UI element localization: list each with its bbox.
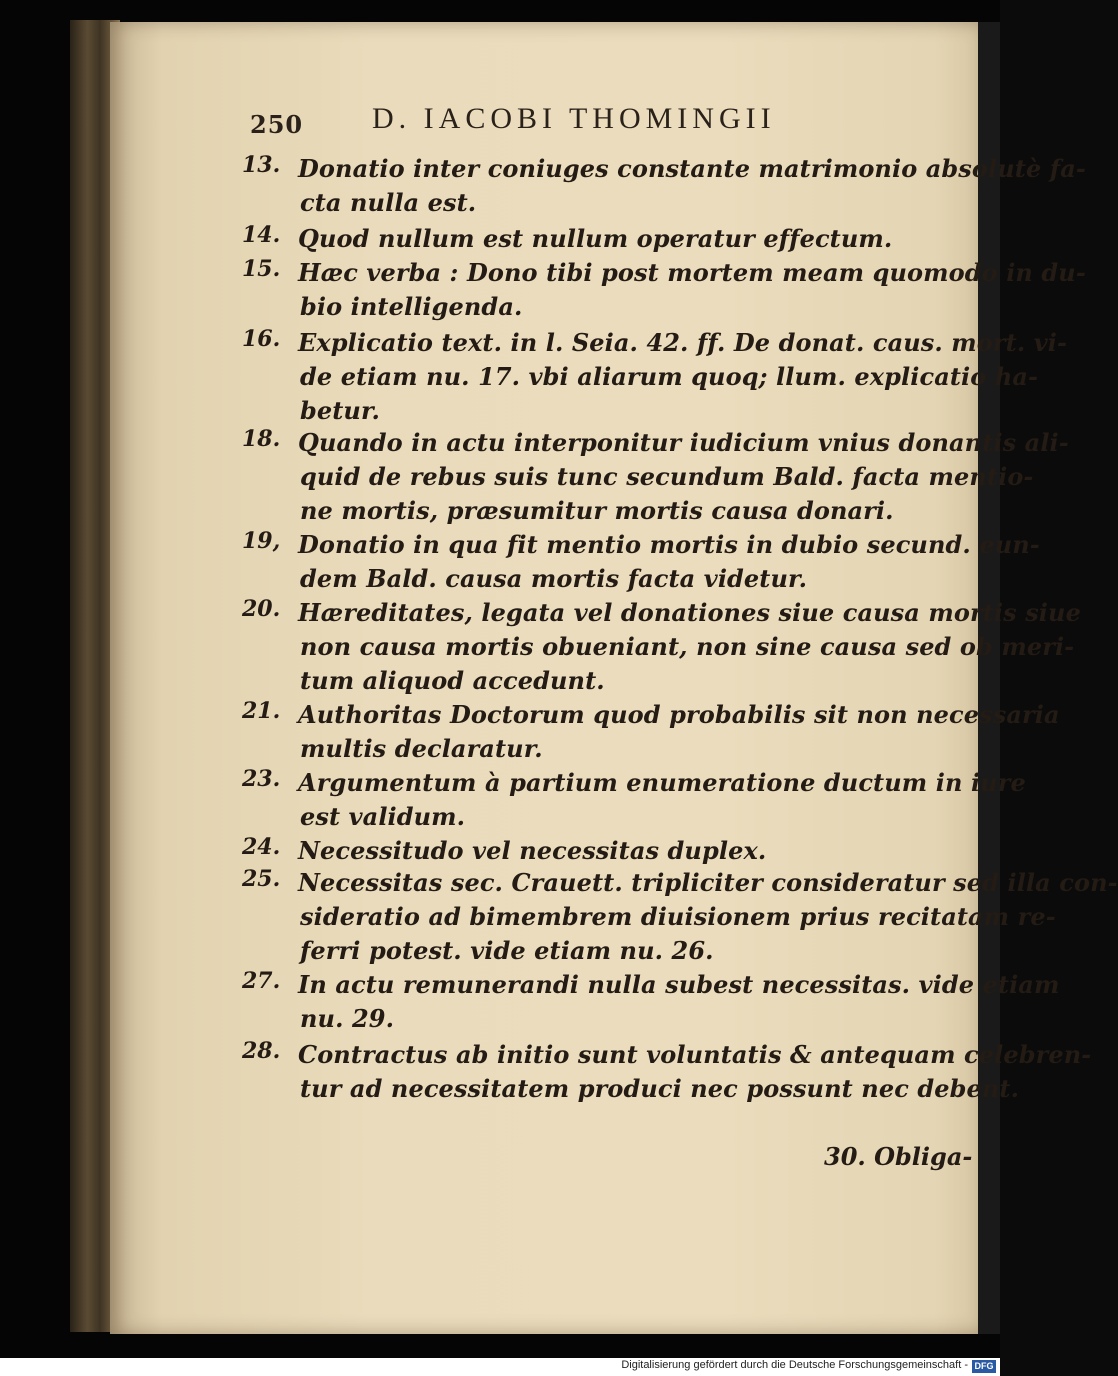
- entry-text: [298, 766, 1026, 834]
- entry-line: Donatio inter coniuges constante matrimonio absolutè fa-: [298, 154, 1086, 183]
- entry-line: Necessitas sec. Crauett. tripliciter consideratur sed illa con-: [298, 868, 1118, 897]
- entry-text: [298, 1038, 1092, 1106]
- entry-number: 20.: [242, 596, 281, 622]
- entry-line: tur ad necessitatem produci nec possunt nec debent.: [300, 1074, 1020, 1103]
- entry-number: 15.: [242, 256, 281, 282]
- entry-number: 23.: [242, 766, 281, 792]
- entry-line: multis declaratur.: [300, 734, 543, 763]
- entry-number: 13.: [242, 152, 281, 178]
- entry-line: Quod nullum est nullum operatur effectum.: [298, 224, 893, 253]
- entry-line: cta nulla est.: [300, 188, 477, 217]
- entry-line: Authoritas Doctorum quod probabilis sit non necessaria: [298, 700, 1060, 729]
- entry-text: [298, 326, 1068, 428]
- entry-line: non causa mortis obueniant, non sine causa sed ob meri-: [300, 632, 1075, 661]
- entry-number: 24.: [242, 834, 281, 860]
- entry-line: Argumentum à partium enumeratione ductum in iure: [298, 768, 1026, 797]
- entry-line: Donatio in qua fit mentio mortis in dubio secund. eun-: [298, 530, 1040, 559]
- entry-line: est validum.: [300, 802, 466, 831]
- entry-line: Quando in actu interponitur iudicium vnius donantis ali-: [298, 428, 1069, 457]
- entry-text: [298, 698, 1060, 766]
- running-title: D. IACOBI THOMINGII: [372, 102, 776, 135]
- footer-credit: Digitalisierung gefördert durch die Deutsche Forschungsgemeinschaft -: [621, 1359, 968, 1371]
- page-number: 250: [250, 110, 304, 139]
- entry-text: [298, 426, 1069, 528]
- entry-number: 16.: [242, 326, 281, 352]
- entry-text: [298, 222, 958, 256]
- entry-line: sideratio ad bimembrem diuisionem prius recitatam re-: [300, 902, 1056, 931]
- entry-number: 19,: [242, 528, 281, 554]
- entry-line: betur.: [300, 396, 380, 425]
- entry-number: 25.: [242, 866, 281, 892]
- entry-line: bio intelligenda.: [300, 292, 523, 321]
- entry-line: nu. 29.: [300, 1004, 395, 1033]
- entry-line: Contractus ab initio sunt voluntatis & antequam celebren-: [298, 1040, 1092, 1069]
- entry-line: Hæc verba : Dono tibi post mortem meam quomodo in du-: [298, 258, 1086, 287]
- entry-line: dem Bald. causa mortis facta videtur.: [300, 564, 808, 593]
- entry-number: 21.: [242, 698, 281, 724]
- entry-text: [298, 528, 1040, 596]
- entry-number: 28.: [242, 1038, 281, 1064]
- entry-text: [298, 152, 1086, 220]
- entry-text: [298, 968, 1060, 1036]
- entry-text: [298, 834, 958, 868]
- entry-line: Explicatio text. in l. Seia. 42. ff. De donat. caus. mort. vi-: [298, 328, 1068, 357]
- entry-line: de etiam nu. 17. vbi aliarum quoq; llum. explicatio ha-: [300, 362, 1039, 391]
- catchword: 30. Obliga-: [824, 1142, 973, 1171]
- entry-text: [298, 256, 1086, 324]
- entry-line: In actu remunerandi nulla subest necessitas. vide etiam: [298, 970, 1060, 999]
- entry-line: ferri potest. vide etiam nu. 26.: [300, 936, 714, 965]
- footer-bar: [0, 1358, 1000, 1376]
- entry-number: 27.: [242, 968, 281, 994]
- entry-line: Necessitudo vel necessitas duplex.: [298, 836, 767, 865]
- dfg-logo-icon: DFG: [972, 1360, 996, 1373]
- entry-number: 18.: [242, 426, 281, 452]
- entry-line: tum aliquod accedunt.: [300, 666, 605, 695]
- entry-text: [298, 866, 1118, 968]
- entry-line: ne mortis, præsumitur mortis causa donari.: [300, 496, 894, 525]
- entry-line: quid de rebus suis tunc secundum Bald. facta mentio-: [300, 462, 1034, 491]
- entry-line: Hæreditates, legata vel donationes siue causa mortis siue: [298, 598, 1081, 627]
- entry-number: 14.: [242, 222, 281, 248]
- entry-text: [298, 596, 1081, 698]
